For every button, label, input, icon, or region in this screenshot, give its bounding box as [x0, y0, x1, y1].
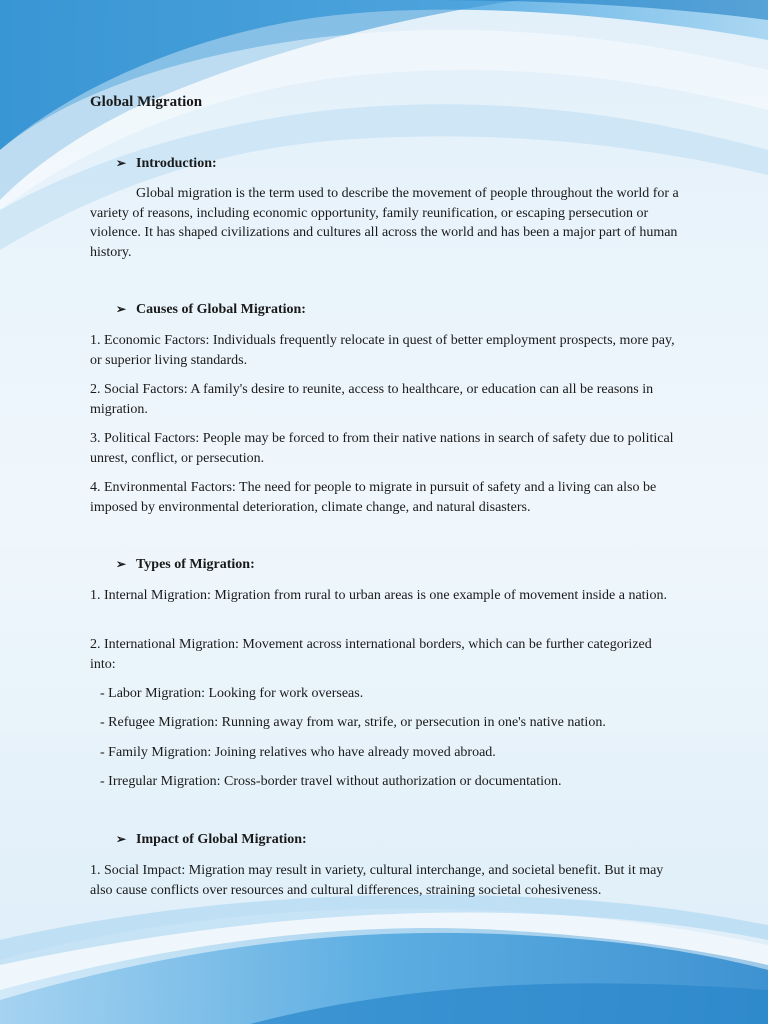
section-heading-introduction — [116, 156, 217, 172]
impact-social: 1. Social Impact: Migration may result in variety, cultural interchange, and societal benefit. But it may also cause conflicts over resources and cultural differences, straining societal cohesiveness. — [90, 863, 664, 898]
cause-environmental: 4. Environmental Factors: The need for people to migrate in pursuit of safety and a living can also be imposed by environmental deterioration, climate change, and natural disasters. — [90, 480, 657, 515]
subtype-family: - Family Migration: Joining relatives who have already moved abroad. — [100, 745, 496, 760]
section-heading-impact — [116, 832, 307, 848]
subtype-labor: - Labor Migration: Looking for work overseas. — [100, 686, 364, 701]
intro-paragraph: Global migration is the term used to describe the movement of people throughout the world for a variety of reasons, including economic opportunity, family reunification, or escaping persecution or violence. It has shaped civilizations and cultures all across the world and has been a major part of human history. — [90, 186, 679, 260]
section-heading-types — [116, 557, 255, 573]
cause-political: 3. Political Factors: People may be forced to from their native nations in search of safety due to political unrest, conflict, or persecution. — [90, 431, 674, 466]
cause-economic: 1. Economic Factors: Individuals frequently relocate in quest of better employment prospects, more pay, or superior living standards. — [90, 333, 675, 368]
type-international: 2. International Migration: Movement across international borders, which can be further categorized into: — [90, 637, 652, 672]
section-heading-label: Introduction: — [136, 156, 217, 171]
subtype-refugee: - Refugee Migration: Running away from war, strife, or persecution in one's native nation. — [100, 715, 606, 730]
section-heading-label: Types of Migration: — [136, 557, 255, 572]
arrow-bullet-icon: ➢ — [116, 302, 127, 316]
subtype-irregular: - Irregular Migration: Cross-border travel without authorization or documentation. — [100, 774, 562, 789]
arrow-bullet-icon: ➢ — [116, 832, 127, 846]
section-heading-causes — [116, 302, 306, 318]
section-heading-label: Impact of Global Migration: — [136, 832, 307, 847]
section-heading-label: Causes of Global Migration: — [136, 302, 306, 317]
document-title: Global Migration — [90, 94, 203, 110]
type-internal: 1. Internal Migration: Migration from rural to urban areas is one example of movement inside a nation. — [90, 588, 667, 603]
arrow-bullet-icon: ➢ — [116, 156, 127, 170]
cause-social: 2. Social Factors: A family's desire to reunite, access to healthcare, or education can all be reasons in migration. — [90, 382, 654, 417]
arrow-bullet-icon: ➢ — [116, 557, 127, 571]
